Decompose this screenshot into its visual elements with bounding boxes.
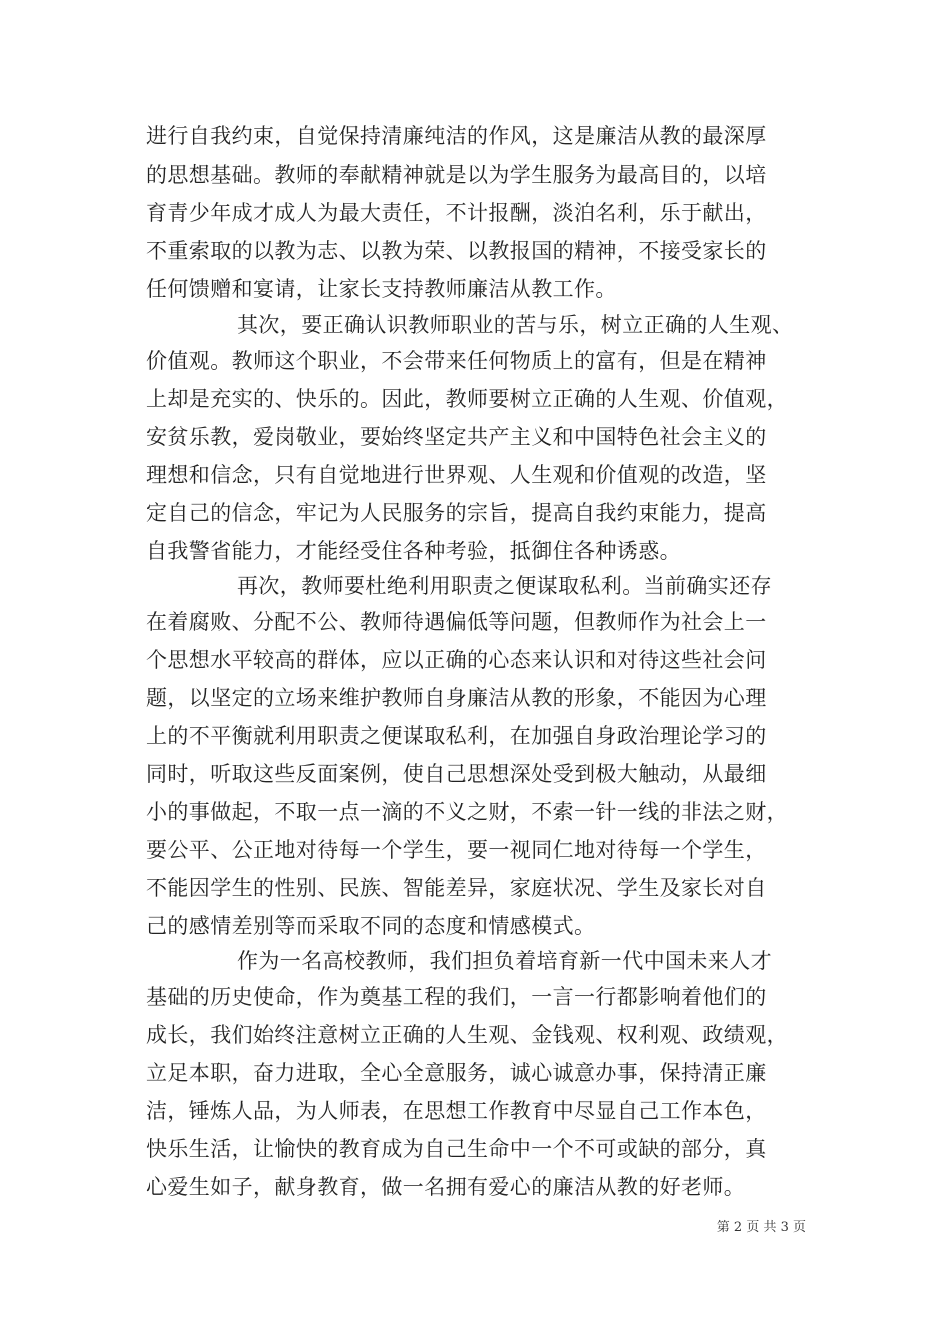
text-line: 己的感情差别等而采取不同的态度和情感模式。 (146, 914, 596, 938)
text-line: 安贫乐教，爱岗敬业，要始终坚定共产主义和中国特色社会主义的 (146, 425, 767, 449)
text-line: 不重索取的以教为志、以教为荣、以教报国的精神，不接受家长的 (146, 239, 767, 263)
text-line: 不能因学生的性别、民族、智能差异，家庭状况、学生及家长对自 (146, 876, 767, 900)
text-line: 在着腐败、分配不公、教师待遇偏低等问题，但教师作为社会上一 (146, 610, 767, 634)
text-line: 上却是充实的、快乐的。因此，教师要树立正确的人生观、价值观， (146, 387, 788, 411)
text-line: 洁，锤炼人品，为人师表，在思想工作教育中尽显自己工作本色， (146, 1099, 767, 1123)
text-line: 个思想水平较高的群体，应以正确的心态来认识和对待这些社会问 (146, 648, 767, 672)
text-line: 定自己的信念，牢记为人民服务的宗旨，提高自我约束能力，提高 (146, 501, 767, 525)
text-line: 题，以坚定的立场来维护教师自身廉洁从教的形象，不能因为心理 (146, 686, 767, 710)
text-line: 成长，我们始终注意树立正确的人生观、金钱观、权利观、政绩观， (146, 1023, 788, 1047)
paragraph-start-line: 作为一名高校教师，我们担负着培育新一代中国未来人才 (237, 949, 772, 973)
text-line: 理想和信念，只有自觉地进行世界观、人生观和价值观的改造，坚 (146, 463, 767, 487)
text-line: 要公平、公正地对待每一个学生，要一视同仁地对待每一个学生， (146, 838, 767, 862)
text-line: 心爱生如子，献身教育，做一名拥有爱心的廉洁从教的好老师。 (146, 1175, 746, 1199)
text-line: 自我警省能力，才能经受住各种考验，抵御住各种诱惑。 (146, 539, 681, 563)
text-line: 快乐生活，让愉快的教育成为自己生命中一个不可或缺的部分，真 (146, 1137, 767, 1161)
text-line: 育青少年成才成人为最大责任，不计报酬，淡泊名利，乐于献出， (146, 201, 767, 225)
text-line: 价值观。教师这个职业，不会带来任何物质上的富有，但是在精神 (146, 349, 767, 373)
text-line: 进行自我约束，自觉保持清廉纯洁的作风，这是廉洁从教的最深厚 (146, 124, 767, 148)
text-line: 的思想基础。教师的奉献精神就是以为学生服务为最高目的，以培 (146, 163, 767, 187)
text-line: 小的事做起，不取一点一滴的不义之财，不索一针一线的非法之财， (146, 800, 788, 824)
paragraph-start-line: 其次，要正确认识教师职业的苦与乐，树立正确的人生观、 (237, 313, 794, 337)
text-line: 基础的历史使命，作为奠基工程的我们，一言一行都影响着他们的 (146, 985, 767, 1009)
text-line: 同时，听取这些反面案例，使自己思想深处受到极大触动，从最细 (146, 762, 767, 786)
text-line: 上的不平衡就利用职责之便谋取私利，在加强自身政治理论学习的 (146, 724, 767, 748)
paragraph-start-line: 再次，教师要杜绝利用职责之便谋取私利。当前确实还存 (237, 574, 772, 598)
page-number-footer: 第 2 页 共 3 页 (716, 1220, 806, 1235)
text-line: 任何馈赠和宴请，让家长支持教师廉洁从教工作。 (146, 277, 617, 301)
text-line: 立足本职，奋力进取，全心全意服务，诚心诚意办事，保持清正廉 (146, 1061, 767, 1085)
